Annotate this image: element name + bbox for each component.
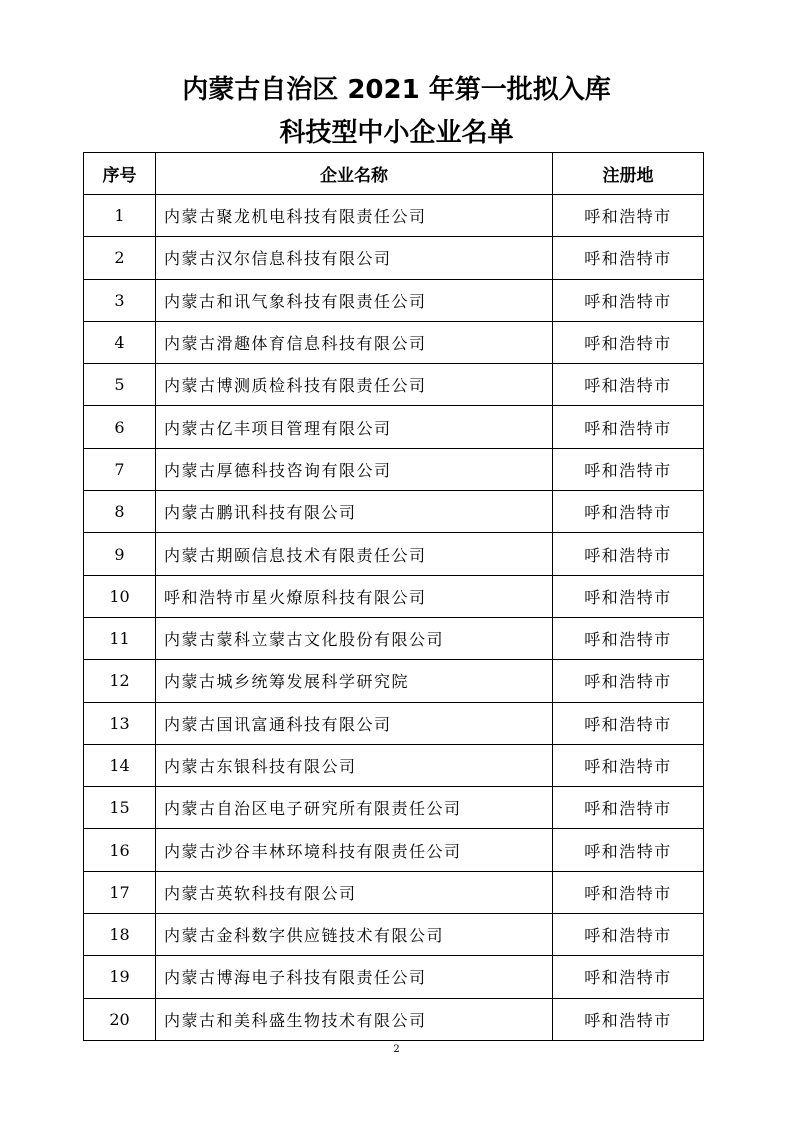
table-row	[84, 364, 704, 406]
row-enterprise-name: 内蒙古博海电子科技有限责任公司	[156, 956, 553, 998]
enterprise-table	[83, 152, 704, 1041]
table-header-row	[84, 153, 704, 195]
table-row	[84, 575, 704, 617]
table-row	[84, 237, 704, 279]
row-seq: 9	[84, 533, 156, 575]
row-enterprise-name: 内蒙古和美科盛生物技术有限公司	[156, 998, 553, 1040]
row-location: 呼和浩特市	[553, 998, 704, 1040]
table-row	[84, 829, 704, 871]
row-location: 呼和浩特市	[553, 787, 704, 829]
row-seq: 20	[84, 998, 156, 1040]
row-location: 呼和浩特市	[553, 406, 704, 448]
row-seq: 14	[84, 744, 156, 786]
row-seq: 18	[84, 914, 156, 956]
row-seq: 7	[84, 448, 156, 490]
row-seq: 12	[84, 660, 156, 702]
table-row	[84, 702, 704, 744]
table-row	[84, 321, 704, 363]
row-location: 呼和浩特市	[553, 364, 704, 406]
row-seq: 19	[84, 956, 156, 998]
row-seq: 2	[84, 237, 156, 279]
row-seq: 16	[84, 829, 156, 871]
row-location: 呼和浩特市	[553, 829, 704, 871]
row-enterprise-name: 内蒙古沙谷丰林环境科技有限责任公司	[156, 829, 553, 871]
document-title-line-2: 科技型中小企业名单	[279, 118, 514, 148]
row-enterprise-name: 内蒙古鹏讯科技有限公司	[156, 491, 553, 533]
row-location: 呼和浩特市	[553, 321, 704, 363]
row-enterprise-name: 内蒙古博测质检科技有限责任公司	[156, 364, 553, 406]
row-seq: 3	[84, 279, 156, 321]
row-enterprise-name: 内蒙古汉尔信息科技有限公司	[156, 237, 553, 279]
row-location: 呼和浩特市	[553, 575, 704, 617]
table-row	[84, 956, 704, 998]
header-seq: 序号	[84, 153, 156, 195]
header-location: 注册地	[553, 153, 704, 195]
row-seq: 11	[84, 617, 156, 659]
row-location: 呼和浩特市	[553, 195, 704, 237]
row-seq: 10	[84, 575, 156, 617]
table-row	[84, 448, 704, 490]
table-row	[84, 491, 704, 533]
row-enterprise-name: 呼和浩特市星火燎原科技有限公司	[156, 575, 553, 617]
row-enterprise-name: 内蒙古国讯富通科技有限公司	[156, 702, 553, 744]
row-enterprise-name: 内蒙古和讯气象科技有限责任公司	[156, 279, 553, 321]
row-location: 呼和浩特市	[553, 744, 704, 786]
table-row	[84, 617, 704, 659]
row-seq: 8	[84, 491, 156, 533]
row-location: 呼和浩特市	[553, 448, 704, 490]
table-row	[84, 279, 704, 321]
row-enterprise-name: 内蒙古聚龙机电科技有限责任公司	[156, 195, 553, 237]
row-enterprise-name: 内蒙古自治区电子研究所有限责任公司	[156, 787, 553, 829]
row-enterprise-name: 内蒙古城乡统筹发展科学研究院	[156, 660, 553, 702]
table-row	[84, 533, 704, 575]
row-location: 呼和浩特市	[553, 956, 704, 998]
row-enterprise-name: 内蒙古滑趣体育信息科技有限公司	[156, 321, 553, 363]
header-name: 企业名称	[156, 153, 553, 195]
row-enterprise-name: 内蒙古金科数字供应链技术有限公司	[156, 914, 553, 956]
table-row	[84, 406, 704, 448]
row-location: 呼和浩特市	[553, 491, 704, 533]
row-seq: 4	[84, 321, 156, 363]
row-seq: 6	[84, 406, 156, 448]
table-row	[84, 195, 704, 237]
row-enterprise-name: 内蒙古亿丰项目管理有限公司	[156, 406, 553, 448]
row-enterprise-name: 内蒙古东银科技有限公司	[156, 744, 553, 786]
row-location: 呼和浩特市	[553, 533, 704, 575]
row-seq: 17	[84, 871, 156, 913]
table-row	[84, 787, 704, 829]
table-row	[84, 871, 704, 913]
table-body	[84, 195, 704, 1041]
row-seq: 15	[84, 787, 156, 829]
row-enterprise-name: 内蒙古期颐信息技术有限责任公司	[156, 533, 553, 575]
row-location: 呼和浩特市	[553, 237, 704, 279]
table-row	[84, 998, 704, 1040]
row-seq: 5	[84, 364, 156, 406]
table-row	[84, 744, 704, 786]
document-title-line-1: 内蒙古自治区 2021 年第一批拟入库	[182, 75, 611, 105]
table-row	[84, 660, 704, 702]
row-seq: 13	[84, 702, 156, 744]
row-location: 呼和浩特市	[553, 914, 704, 956]
row-enterprise-name: 内蒙古厚德科技咨询有限公司	[156, 448, 553, 490]
row-enterprise-name: 内蒙古蒙科立蒙古文化股份有限公司	[156, 617, 553, 659]
row-location: 呼和浩特市	[553, 617, 704, 659]
row-enterprise-name: 内蒙古英软科技有限公司	[156, 871, 553, 913]
row-location: 呼和浩特市	[553, 660, 704, 702]
row-location: 呼和浩特市	[553, 871, 704, 913]
row-seq: 1	[84, 195, 156, 237]
page-number: 2	[393, 1044, 400, 1055]
table-row	[84, 914, 704, 956]
row-location: 呼和浩特市	[553, 279, 704, 321]
row-location: 呼和浩特市	[553, 702, 704, 744]
